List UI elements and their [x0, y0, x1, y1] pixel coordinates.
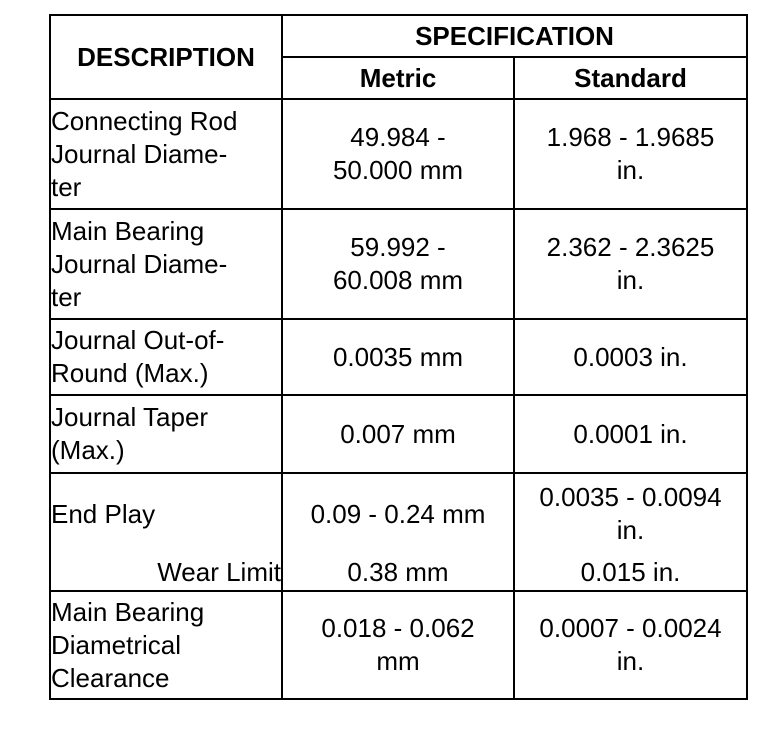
- description-line: Journal Diame-: [51, 138, 228, 169]
- table-row: [50, 473, 747, 554]
- metric-header: Metric: [282, 57, 514, 99]
- standard-value: 2.362 - 2.3625: [546, 232, 715, 262]
- standard-cell: [514, 554, 747, 591]
- description-cell: [50, 319, 282, 395]
- description-line: Journal Diame-: [51, 248, 228, 279]
- metric-cell: [282, 554, 514, 591]
- metric-value: 59.992 -: [350, 232, 446, 262]
- standard-cell: [514, 319, 747, 395]
- description-cell: [50, 591, 282, 699]
- specification-table: [49, 14, 748, 700]
- standard-value: in.: [616, 515, 645, 545]
- specification-header: SPECIFICATION: [282, 15, 747, 57]
- description-line: Wear Limit: [157, 556, 281, 587]
- description-line: Connecting Rod: [51, 105, 238, 136]
- standard-cell: [514, 99, 747, 209]
- standard-header: Standard: [514, 57, 747, 99]
- standard-value: in.: [616, 155, 645, 185]
- standard-cell: [514, 591, 747, 699]
- metric-value: 0.0035 mm: [332, 341, 464, 372]
- description-line: ter: [51, 171, 82, 202]
- table-row: [50, 209, 747, 319]
- description-header: DESCRIPTION: [50, 15, 282, 99]
- metric-value: mm: [376, 646, 420, 676]
- standard-cell: [514, 209, 747, 319]
- description-cell: [50, 473, 282, 554]
- description-line: Diametrical: [51, 629, 182, 660]
- table-row: [50, 319, 747, 395]
- standard-value: in.: [616, 265, 645, 295]
- standard-value: 0.015 in.: [580, 556, 681, 587]
- table-subrow: [50, 554, 747, 591]
- description-line: Clearance: [51, 662, 170, 693]
- description-cell: [50, 209, 282, 319]
- description-line: Round (Max.): [51, 358, 209, 388]
- description-cell: [50, 554, 282, 591]
- metric-value: 50.000 mm: [332, 155, 464, 185]
- table-row: [50, 591, 747, 699]
- table-row: [50, 395, 747, 473]
- metric-cell: [282, 99, 514, 209]
- description-cell: [50, 395, 282, 473]
- description-line: Main Bearing: [51, 596, 205, 627]
- standard-value: in.: [616, 646, 645, 676]
- metric-cell: [282, 591, 514, 699]
- description-line: ter: [51, 281, 82, 312]
- metric-value: 0.018 - 0.062: [321, 613, 475, 643]
- metric-value: 0.007 mm: [340, 418, 456, 449]
- metric-value: 0.38 mm: [347, 556, 449, 587]
- standard-value: 0.0001 in.: [573, 418, 688, 449]
- metric-cell: [282, 209, 514, 319]
- description-cell: [50, 99, 282, 209]
- description-line: Journal Taper: [51, 402, 209, 432]
- table-row: [50, 99, 747, 209]
- standard-value: 0.0035 - 0.0094: [539, 482, 722, 512]
- description-line: Journal Out-of-: [51, 325, 225, 355]
- standard-cell: [514, 395, 747, 473]
- metric-value: 49.984 -: [350, 122, 446, 152]
- description-line: Main Bearing: [51, 215, 205, 246]
- standard-value: 0.0003 in.: [573, 341, 688, 372]
- metric-cell: [282, 395, 514, 473]
- description-line: (Max.): [51, 435, 125, 465]
- standard-value: 1.968 - 1.9685: [546, 122, 715, 152]
- standard-cell: [514, 473, 747, 554]
- metric-value: 0.09 - 0.24 mm: [310, 498, 486, 529]
- standard-value: 0.0007 - 0.0024: [539, 613, 722, 643]
- description-line: End Play: [51, 498, 156, 529]
- metric-value: 60.008 mm: [332, 265, 464, 295]
- metric-cell: [282, 319, 514, 395]
- metric-cell: [282, 473, 514, 554]
